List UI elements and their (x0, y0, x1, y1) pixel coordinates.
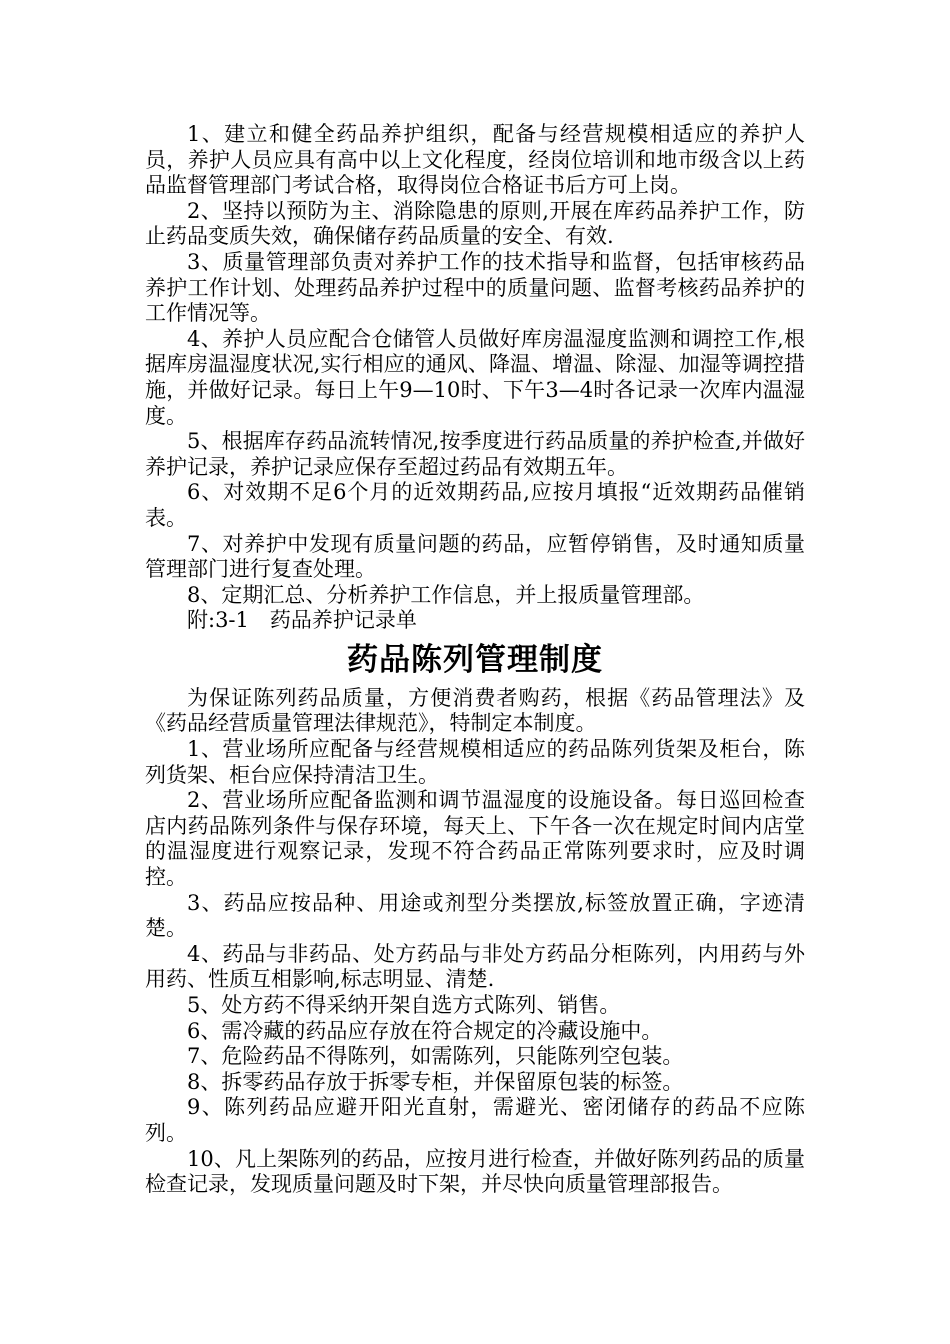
display-rule-2: 2、营业场所应配备监测和调节温湿度的设施设备。每日巡回检查店内药品陈列条件与保存环境，每天上、下午各一次在规定时间内店堂的温湿度进行观察记录，发现不符合药品正常陈列要求时，应及时调控。 (145, 788, 805, 890)
paragraph-item-6: 6、对效期不足6个月的近效期药品,应按月填报“近效期药品催销表。 (145, 480, 805, 530)
paragraph-item-8: 8、定期汇总、分析养护工作信息，并上报质量管理部。 (187, 582, 705, 607)
paragraph-item-3: 3、质量管理部负责对养护工作的技术指导和监督，包括审核药品养护工作计划、处理药品养护过程中的质量问题、监督考核药品养护的工作情况等。 (145, 249, 805, 326)
paragraph-item-7: 7、对养护中发现有质量问题的药品，应暂停销售，及时通知质量管理部门进行复查处理。 (145, 531, 805, 582)
display-rule-1: 1、营业场所应配备与经营规模相适应的药品陈列货架及柜台，陈列货架、柜台应保持清洁卫生。 (145, 737, 805, 787)
document-page (145, 122, 805, 1198)
paragraph-item-1: 1、建立和健全药品养护组织，配备与经营规模相适应的养护人员，养护人员应具有高中以上文化程度，经岗位培训和地市级含以上药品监督管理部门考试合格，取得岗位合格证书后方可上岗。 (145, 122, 805, 198)
paragraph-item-4: 4、养护人员应配合仓储管人员做好库房温湿度监测和调控工作,根据库房温湿度状况,实行相应的通风、降温、增温、除湿、加湿等调控措施，并做好记录。每日上午9—10时、下午3—4时各记录一次库内温湿度。 (145, 326, 805, 428)
paragraph-item-2: 2、坚持以预防为主、消除隐患的原则,开展在库药品养护工作，防止药品变质失效，确保储存药品质量的安全、有效. (145, 198, 805, 249)
display-rule-8: 8、拆零药品存放于拆零专柜，并保留原包装的标签。 (187, 1069, 684, 1094)
display-rule-7: 7、危险药品不得陈列，如需陈列，只能陈列空包装。 (187, 1044, 684, 1069)
paragraph-item-5: 5、根据库存药品流转情况,按季度进行药品质量的养护检查,并做好养护记录，养护记录应保存至超过药品有效期五年。 (145, 429, 805, 479)
display-rule-5: 5、处方药不得采纳开架自选方式陈列、销售。 (187, 993, 621, 1017)
section-intro: 为保证陈列药品质量，方便消费者购药，根据《药品管理法》及《药品经营质量管理法律规范》，特制定本制度。 (145, 685, 805, 736)
display-rule-9: 9、陈列药品应避开阳光直射，需避光、密闭储存的药品不应陈列。 (145, 1095, 805, 1145)
display-rule-3: 3、药品应按品种、用途或剂型分类摆放,标签放置正确，字迹清楚。 (145, 890, 805, 941)
display-rule-10: 10、凡上架陈列的药品，应按月进行检查，并做好陈列药品的质量检查记录，发现质量问题及时下架，并尽快向质量管理部报告。 (145, 1146, 805, 1197)
section-title: 药品陈列管理制度 (347, 641, 603, 678)
attachment-note: 附:3-1 药品养护记录单 (187, 608, 417, 633)
display-rule-6: 6、需冷藏的药品应存放在符合规定的冷藏设施中。 (187, 1018, 663, 1043)
display-rule-4: 4、药品与非药品、处方药品与非处方药品分柜陈列，内用药与外用药、性质互相影响,标志明显、清楚. (145, 941, 805, 992)
